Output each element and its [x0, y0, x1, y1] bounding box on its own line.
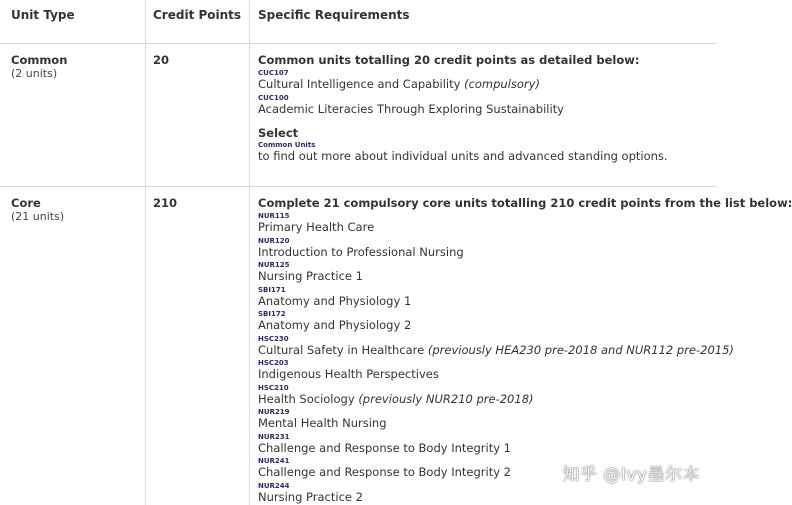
unit-code-link[interactable]: SBI172	[258, 310, 286, 318]
unit-note: (previously NUR210 pre-2018)	[358, 391, 534, 406]
unit-code-link[interactable]: CUC100	[258, 93, 289, 102]
unit-title: Challenge and Response to Body Integrity 1	[258, 440, 511, 455]
row-divider	[0, 186, 716, 187]
unit-name	[258, 319, 716, 333]
core-requirements-heading: Complete 21 compulsory core units totalling 210 credit points from the list below:	[258, 196, 792, 210]
unit-name	[258, 368, 716, 382]
unit-title: Indigenous Health Perspectives	[258, 367, 439, 381]
column-divider	[145, 0, 146, 505]
core-requirements	[258, 196, 792, 504]
unit-code-link[interactable]: NUR244	[258, 481, 290, 490]
unit-name	[258, 221, 716, 235]
common-unit-list	[258, 69, 716, 116]
unit-name	[258, 246, 716, 260]
unit-note: (previously HEA230 pre-2018 and NUR112 pre-2015)	[427, 342, 734, 357]
unit-type-count: (2 units)	[11, 67, 58, 80]
unit-code-link[interactable]: HSC210	[258, 383, 289, 392]
unit-name	[258, 442, 716, 456]
unit-title: Anatomy and Physiology 2	[258, 318, 412, 332]
unit-name	[258, 295, 716, 309]
unit-title: Nursing Practice 1	[258, 269, 363, 283]
common-credit-points: 20	[153, 53, 170, 67]
unit-code-link[interactable]: CUC107	[258, 69, 289, 77]
unit-title: Anatomy and Physiology 1	[258, 293, 412, 308]
unit-code-link[interactable]: HSC230	[258, 334, 289, 343]
common-requirements	[258, 53, 716, 164]
header-credit-points: Credit Points	[153, 8, 242, 22]
unit-name	[258, 393, 716, 407]
unit-title: Challenge and Response to Body Integrity 2	[258, 465, 511, 479]
unit-title: Nursing Practice 2	[258, 489, 363, 504]
unit-code-link[interactable]: NUR241	[258, 457, 290, 465]
common-units-link[interactable]: Common Units	[258, 141, 316, 149]
unit-code-link[interactable]: NUR115	[258, 212, 290, 220]
unit-name	[258, 78, 716, 92]
common-type-cell	[11, 53, 67, 81]
unit-title: Cultural Intelligence and Capability	[258, 77, 461, 91]
select-label: Select	[258, 126, 299, 140]
core-type-cell	[11, 196, 64, 224]
header-specific-requirements: Specific Requirements	[258, 8, 410, 22]
unit-note: (compulsory)	[464, 77, 540, 91]
unit-type-name: Core	[11, 196, 41, 210]
unit-name	[258, 103, 716, 117]
watermark: 知乎 @Ivy墨尔本	[562, 465, 700, 485]
unit-title: Introduction to Professional Nursing	[258, 244, 464, 259]
unit-code-link[interactable]: NUR231	[258, 432, 290, 441]
common-requirements-heading: Common units totalling 20 credit points as detailed below:	[258, 53, 640, 67]
unit-name	[258, 270, 716, 284]
unit-name	[258, 417, 716, 431]
unit-title: Primary Health Care	[258, 220, 375, 234]
unit-code-link[interactable]: HSC203	[258, 359, 289, 367]
unit-title: Academic Literacies Through Exploring Sustainability	[258, 101, 564, 116]
unit-name	[258, 491, 716, 505]
unit-type-name: Common	[11, 53, 68, 67]
unit-title: Mental Health Nursing	[258, 416, 387, 430]
core-credit-points: 210	[153, 196, 178, 210]
unit-code-link[interactable]: NUR125	[258, 261, 290, 269]
unit-title: Health Sociology	[258, 391, 355, 406]
select-description: to find out more about individual units and advanced standing options.	[258, 149, 668, 163]
unit-name	[258, 342, 734, 358]
unit-code-link[interactable]: NUR219	[258, 408, 290, 416]
unit-title: Cultural Safety in Healthcare	[258, 342, 425, 357]
column-divider	[249, 0, 250, 505]
unit-code-link[interactable]: SBI171	[258, 285, 286, 294]
header-unit-type: Unit Type	[11, 8, 75, 22]
unit-type-count: (21 units)	[11, 210, 65, 223]
header-divider	[0, 43, 716, 44]
unit-code-link[interactable]: NUR120	[258, 236, 290, 245]
